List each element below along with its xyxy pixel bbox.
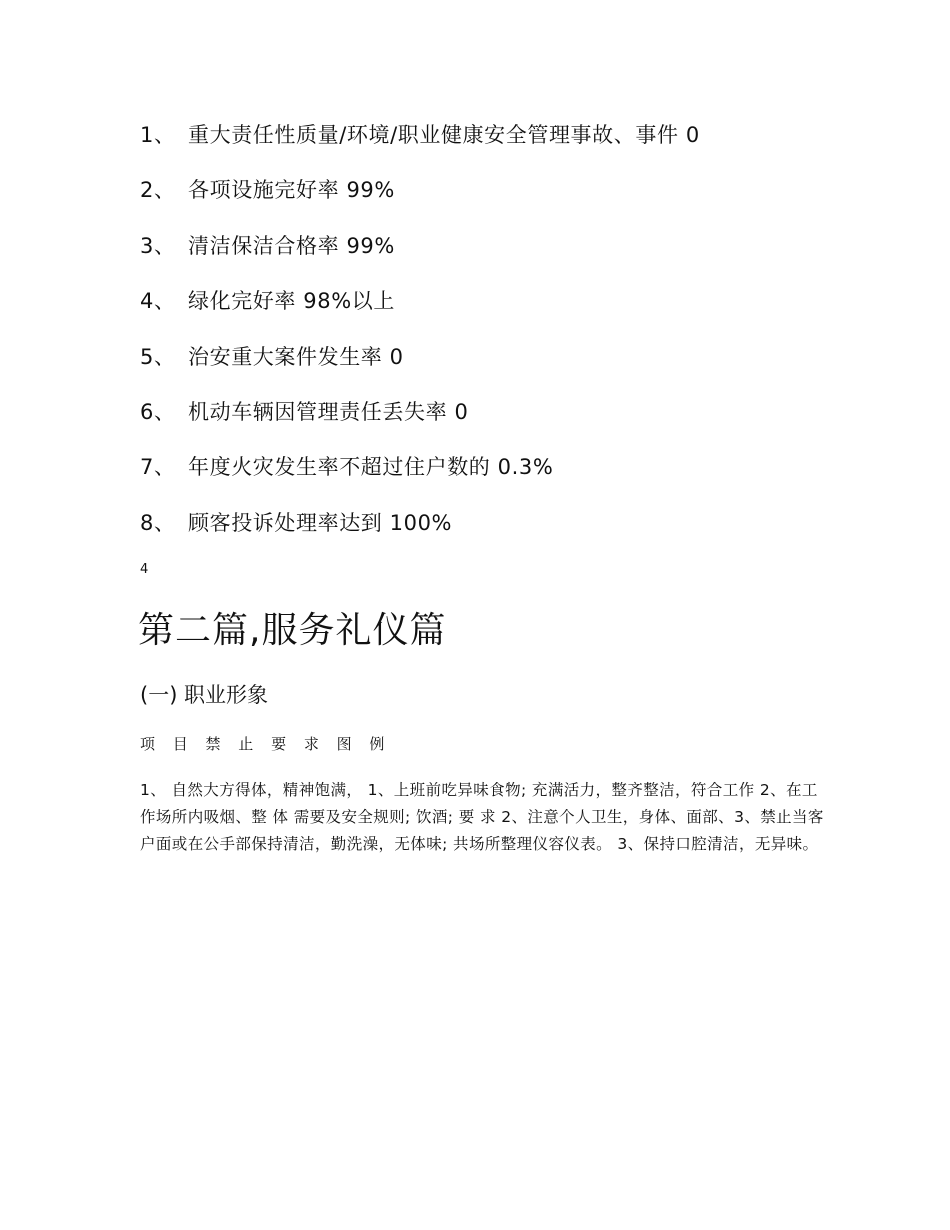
list-item-number: 8、: [140, 510, 176, 535]
list-item-text: 清洁保洁合格率 99%: [188, 233, 395, 258]
list-item-number: 7、: [140, 455, 176, 480]
table-header: 项 目 禁 止 要 求 图 例: [140, 735, 391, 753]
list-item: [140, 118, 700, 173]
list-item-number: 2、: [140, 178, 176, 203]
list-item-number: 5、: [140, 344, 176, 369]
subsection-title: (一) 职业形象: [140, 683, 269, 707]
list-item-text: 绿化完好率 98%以上: [188, 289, 395, 314]
list-item-text: 年度火灾发生率不超过住户数的 0.3%: [188, 455, 554, 480]
list-item: [140, 450, 700, 505]
list-item: [140, 506, 700, 561]
list-item: [140, 340, 700, 395]
body-paragraph: 1、 自然大方得体，精神饱满， 1、上班前吃异味食物; 充满活力，整齐整洁，符合工作 2、在工作场所内吸烟、整 体 需要及安全规则; 饮酒; 要 求 2、注意个人卫生，身体、面部、3、禁止当客户面或在公手部保持清洁，勤洗澡，无体味; 共场所整理仪容仪表。 3、保持口腔清洁，无异味。: [140, 781, 824, 853]
page-number: 4: [140, 562, 149, 577]
list-item-text: 重大责任性质量/环境/职业健康安全管理事故、事件 0: [188, 123, 700, 147]
list-item: [140, 173, 700, 228]
list-item-number: 6、: [140, 399, 176, 424]
section-title: 第二篇,服务礼仪篇: [138, 610, 447, 651]
list-item-text: 机动车辆因管理责任丢失率 0: [188, 399, 469, 424]
list-item-text: 顾客投诉处理率达到 100%: [188, 510, 453, 535]
list-item: [140, 395, 700, 450]
list-item-text: 各项设施完好率 99%: [188, 178, 395, 203]
list-item: [140, 229, 700, 284]
list-item-number: 3、: [140, 233, 176, 258]
performance-targets-list: [140, 118, 700, 561]
list-item: [140, 284, 700, 339]
list-item-text: 治安重大案件发生率 0: [188, 344, 404, 369]
list-item-number: 4、: [140, 289, 176, 314]
list-item-number: 1、: [140, 123, 176, 147]
